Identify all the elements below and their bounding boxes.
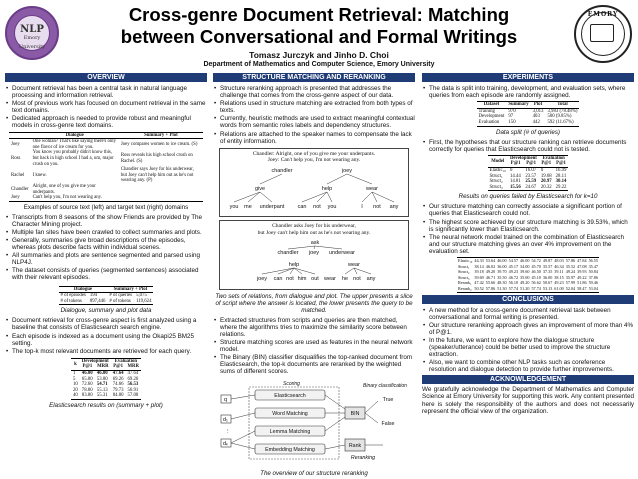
- list-item: • Also, we want to combine other NLP tasks such as coreference resolution and dialogue detection to provide further improvements.: [422, 359, 634, 373]
- overview-heading: OVERVIEW: [5, 73, 207, 82]
- example-table: [9, 132, 203, 202]
- dialogue-relation-tree: [222, 164, 408, 212]
- table-row: Chandler Alright, one of you give me your underpants.: [11, 183, 96, 195]
- table-header: k: [74, 361, 77, 367]
- table-row: Rerank₁ 47.42 55.66 48.30 56.10 49.20 56.62 50.67 49.23 57.99 51.86 59.46: [458, 280, 598, 286]
- list-item: • First, the hypotheses that our structure ranking can retrieve documents correctly for queries that Elasticsearch could not is tested.: [422, 139, 634, 153]
- list-item: • A new method for a cross-genre document retrieval task between conversational and formal writing is presented.: [422, 307, 634, 321]
- model-caption: Results on queries failed by Elasticsearch for k=10: [458, 193, 598, 201]
- elasticsearch-module: Elasticsearch: [274, 392, 306, 399]
- overview-bullets: [5, 85, 207, 130]
- list-item: • Dedicated approach is needed to provide robust and meaningful models in cross-genre text domains.: [5, 115, 207, 129]
- list-item: • The highest score achieved by our structure matching is 39.53%, which is significantly lower than Elasticsearch.: [422, 219, 634, 233]
- list-item: • Most of previous work has focused on document retrieval in the same text domains.: [5, 100, 207, 114]
- table-header: Total: [557, 102, 568, 108]
- list-item: • The Binary (BIN) classifier disqualifies the top-ranked document from Elasticsearch, the top-k documents are reranked by the weighted sums of different scores.: [213, 354, 415, 375]
- diagram-label: Binary classification: [363, 382, 407, 389]
- table-header: Dataset: [483, 102, 500, 108]
- diagram-label: Scoring: [283, 380, 300, 387]
- table-row: # of tokens 897,446 # of tokens 119,624: [60, 298, 152, 304]
- acknowledgement-heading: ACKNOWLEDGEMENT: [422, 375, 634, 384]
- overview-column: [5, 73, 207, 477]
- conclusions-heading: CONCLUSIONS: [422, 295, 634, 304]
- tree-node: not: [313, 203, 321, 210]
- table-header: Evaluation: [542, 155, 565, 161]
- table-row: Joey Can't help you, I'm not wearing any.: [9, 195, 203, 201]
- table-header: Evaluation: [114, 358, 138, 364]
- true-output: True: [382, 396, 394, 403]
- word-matching-module: Word Matching: [272, 410, 308, 417]
- list-item: • Relations used in structure matching are extracted from both types of texts.: [213, 100, 415, 114]
- tree-node: help: [288, 262, 300, 269]
- table-row: Struct₁ 14.44 23.57 19.68 28.11: [489, 173, 567, 179]
- table-row: Rerank₂ 50.52 57.86 51.30 57.74 51.20 57.74 53.13 61.00 52.04 58.47 53.04: [458, 285, 598, 291]
- tree-sentence: but Joey can't help him out as he's not wearing any.: [257, 229, 371, 236]
- list-item: • Multiple fan sites have been crawled to collect summaries and plots.: [5, 229, 207, 236]
- table-header: Development: [509, 155, 537, 161]
- tree-node: you: [327, 203, 337, 210]
- table-row: 40 83.80 55.31 84.80 57.08: [71, 393, 141, 399]
- table-row: # of episodes 194 # of queries 5,075: [60, 293, 147, 299]
- tree-node: underwear: [329, 250, 355, 257]
- list-item: • Extracted structures from scripts and queries are then matched, where the algorithms tries to maximize the similarity score between relations.: [213, 317, 415, 338]
- poster-header: [0, 0, 638, 72]
- list-item: • Generally, summaries give broad descriptions of the episodes, whereas plots describe facts within individual scenes.: [5, 237, 207, 251]
- tree-node: he: [341, 276, 349, 283]
- table-header: Dialogue: [73, 286, 93, 292]
- list-item: • Structure matching scores are used as features in the neural network model.: [213, 339, 415, 353]
- elasticsearch-caption: Elasticsearch results on (summary + plot): [49, 401, 163, 409]
- stats-caption: Dialogue, summary and plot data: [60, 307, 152, 315]
- tree-node: any: [366, 276, 376, 283]
- tree-node: him: [297, 276, 307, 283]
- table-row: Struct₁ 38.14 46.02 36.00 45.17 34.00 45.70 35.57 46.34 35.52 47.08 35.47: [458, 263, 598, 269]
- table-row: Elastic₁₀ 44.33 53.64 46.00 54.57 46.00 54.72 49.87 48.03 57.86 47.84 56.55: [458, 257, 598, 263]
- tree-node: joey: [256, 276, 268, 283]
- seal-text: EMORY: [587, 11, 619, 18]
- tree-node: give: [254, 185, 266, 192]
- table-header: Model: [491, 158, 505, 164]
- structure-column: [213, 73, 415, 477]
- lemma-matching-module: Lemma Matching: [269, 428, 311, 435]
- table-row: Training 970 3,013 3,983 (78.48%): [478, 108, 578, 114]
- tree-node: can: [297, 203, 307, 210]
- list-item: • Document retrieval for cross-genre aspect is first analyzed using a baseline that consists of Elasticsearch search engine.: [5, 317, 207, 331]
- tree-node: joey: [341, 167, 353, 174]
- tree-node: wear: [348, 262, 360, 269]
- list-item: • Document retrieval has been a central task in natural language processing and information retrieval.: [5, 85, 207, 99]
- table-header: Plot: [533, 102, 543, 108]
- table-row: Struct₂ 14.81 25.59 20.97 30.14: [489, 179, 567, 185]
- list-item: • Transcripts from 8 seasons of the show Friends are provided by The Character Mining project.: [5, 214, 207, 228]
- list-item: • Our structure matching can correctly associate a significant portion of queries that Elasticsearch could not.: [422, 203, 634, 217]
- list-item: • The top-k most relevant documents are retrieved for each query.: [5, 348, 207, 355]
- title-line-2: between Conversational and Formal Writings: [120, 26, 518, 47]
- tree-node: wear: [366, 185, 378, 192]
- table-header: Summary + Plot: [113, 286, 148, 292]
- full-results-table: [457, 257, 599, 293]
- conclusions-bullets: [422, 307, 634, 374]
- diagram-caption: The overview of our structure reranking: [260, 469, 368, 477]
- acknowledgement-text: We gratefully acknowledge the Department of Mathematics and Computer Science at Emory University for supporting this work. Any content presented here is solely the responsibility of the authors and does not necessarily represent the official view of the organization.: [422, 386, 634, 415]
- tree-node: you: [229, 203, 239, 210]
- list-item: • All summaries and plots are sentence segmented and parsed using NLP4J.: [5, 252, 207, 266]
- tree-node: can: [273, 276, 283, 283]
- embedding-matching-module: Embedding Matching: [265, 446, 315, 453]
- reranking-diagram: [213, 379, 415, 463]
- authors: Tomasz Jurczyk and Jinho D. Choi: [249, 50, 389, 60]
- tree-node: any: [389, 203, 399, 210]
- ellipsis: ⋮: [225, 428, 231, 435]
- list-item: • Relations are attached to the speaker names to compensate the lack of entity information.: [213, 131, 415, 145]
- table-row: 10 72.60 54.71 74.66 56.53: [73, 382, 139, 388]
- rank-module: Rank: [348, 442, 362, 449]
- table-header: Summary: [508, 102, 529, 108]
- table-header: Summary + Plot: [144, 132, 178, 138]
- emory-seal: [574, 5, 632, 63]
- query-input: q: [224, 396, 228, 403]
- table-row: 20 78.80 55.13 79.73 56.91: [73, 387, 139, 393]
- experiments-column: [422, 73, 634, 477]
- document-input: dₖ: [223, 440, 229, 447]
- nlp-logo: [5, 6, 59, 60]
- structure-heading: STRUCTURE MATCHING AND RERANKING: [213, 73, 415, 82]
- split-caption: Data split (# of queries): [496, 128, 560, 136]
- table-header: Development: [81, 358, 109, 364]
- baseline-bullets: [5, 317, 207, 354]
- table-row: Evaluation 150 442 592 (11.67%): [477, 120, 580, 126]
- tree-node: out: [311, 276, 319, 283]
- tree-node: joey: [308, 250, 320, 257]
- tree-sentence: Joey: Can't help you, I'm not wearing any.: [267, 157, 361, 164]
- logo-text: NLP: [20, 24, 44, 35]
- table-row: Struct₃ 15.56 24.67 20.32 29.22: [489, 184, 567, 190]
- tree-node: ask: [310, 240, 320, 247]
- bin-classifier: BIN: [350, 410, 360, 417]
- tree-sentence: Chandler asks Joey for his underwear,: [272, 223, 356, 230]
- data-bullets: [5, 214, 207, 282]
- plot-relation-box: [219, 220, 409, 290]
- list-item: • The data is split into training, development, and evaluation sets, where queries from each episode are randomly assigned.: [422, 85, 634, 99]
- list-item: • Our structure reranking approach gives an improvement of more than 4% of P@1.: [422, 322, 634, 336]
- list-item: • The neural network model trained on the combination of Elasticsearch and our structure matching gives an over 4% improvement on the evaluation set.: [422, 234, 634, 255]
- hypothesis-bullets: [422, 139, 634, 153]
- tree-node: not: [373, 203, 381, 210]
- plot-relation-tree: [222, 236, 408, 284]
- list-item: • Structure reranking approach is presented that addresses the challenge that comes from the cross-genre aspect of our data.: [213, 85, 415, 99]
- list-item: • The dataset consists of queries (segmented sentences) associated with their relevant episodes.: [5, 267, 207, 281]
- title-line-1: Cross-genre Document Retrieval: Matching: [128, 4, 510, 25]
- table-row: Elastic₁₀ 0 16.07 0 16.99: [489, 167, 567, 173]
- tree-node: chandler: [277, 250, 299, 257]
- example-caption: Examples of source text (left) and target text (right) domains: [23, 203, 189, 211]
- poster-title: [70, 4, 568, 48]
- tree-node: help: [321, 185, 333, 192]
- tree-node: not: [353, 276, 361, 283]
- table-row: 1 46.00 46.00 47.64 47.64: [73, 370, 139, 376]
- document-input: d₁: [223, 416, 228, 423]
- table-row: Rachel I knew. Chandler says Joey for his underwear, but Joey can't help him out as he's not wearing any. (P): [11, 167, 194, 184]
- trees-caption: Two sets of relations, from dialogue and plot. The upper presents a slice of script where the answer is located, the lower presents the query to be matched.: [215, 292, 413, 314]
- experiments-bullets: [422, 85, 634, 99]
- logo-subtext: Emory University: [18, 35, 46, 50]
- list-item: • Each episode is indexed as a document using the Okapi25 BM25 setting.: [5, 333, 207, 347]
- tree-node: underpant: [259, 203, 285, 210]
- elasticsearch-table: k Development Evaluation P@1 MRR P@1 MRR 1 46.00 46.00 47.64 47.64 5 65.80 53.80 69.26 69.26 10 72.60 54.71 74.66 56.53 20 78.80 55.13 79.73 56.91 40 83.80 55.31 84.80 57.08: [73, 358, 139, 399]
- table-row: Ross You know you probably didn't know this, but back in high school I had a, um, major crush on you. Ross reveals his high school crush on Rachel. (S): [11, 150, 193, 167]
- dialogue-relation-box: [219, 148, 409, 218]
- tree-node: me: [244, 203, 252, 210]
- tree-node: wear: [324, 276, 336, 283]
- tree-node: I: [361, 203, 363, 210]
- table-header: Dialogue: [65, 132, 84, 138]
- affiliation: Department of Mathematics and Computer Science, Emory University: [203, 61, 435, 68]
- stats-table: [59, 286, 154, 306]
- tree-node: not: [286, 276, 294, 283]
- model-table: Model Development Evaluation P@1 P@1 P@1 P@1 Elastic₁₀ 0 16.07 0 16.99 Struct₁ 14.44 23.57 19.68 28.11 Struct₂ 14.81 25.59 20.97 30.14 Struct₃ 15.56 24.67 20.32 29.22: [489, 155, 567, 190]
- experiments-heading: EXPERIMENTS: [422, 73, 634, 82]
- table-row: 5 65.80 53.80 69.26 69.26: [73, 376, 139, 382]
- table-row: Development 97 403 500 (9.85%): [478, 114, 572, 120]
- split-table: [477, 101, 580, 126]
- false-output: False: [381, 420, 395, 427]
- list-item: • In the future, we want to explore how the dialogue structure (speaker/utterance) could be better used to improve the structure extraction.: [422, 337, 634, 358]
- tree-node: chandler: [271, 167, 293, 174]
- table-row: Joey One woman? That's like saying there's only one flavor of ice cream for you. Joey compares women to ice cream. (S): [11, 139, 198, 150]
- results-bullets: [422, 203, 634, 255]
- table-row: Struct₂ 39.18 49.20 39.70 49.23 39.60 46.50 37.35 39.11 49.24 39.93 50.84: [458, 269, 598, 275]
- structure-bullets: [213, 85, 415, 145]
- tree-sentence: Chandler: Alright, one of you give me your underpants.: [252, 150, 376, 157]
- table-row: Struct₃ 39.69 46.71 35.50 46.72 35.00 45.10 36.00 38.15 35.97 49.22 37.86: [458, 274, 598, 280]
- diagram-label: Reranking: [350, 454, 376, 461]
- reranking-bullets: [213, 317, 415, 376]
- list-item: • Currently, heuristic methods are used to extract meaningful contextual words from semantic roles labels and dependency structures.: [213, 115, 415, 129]
